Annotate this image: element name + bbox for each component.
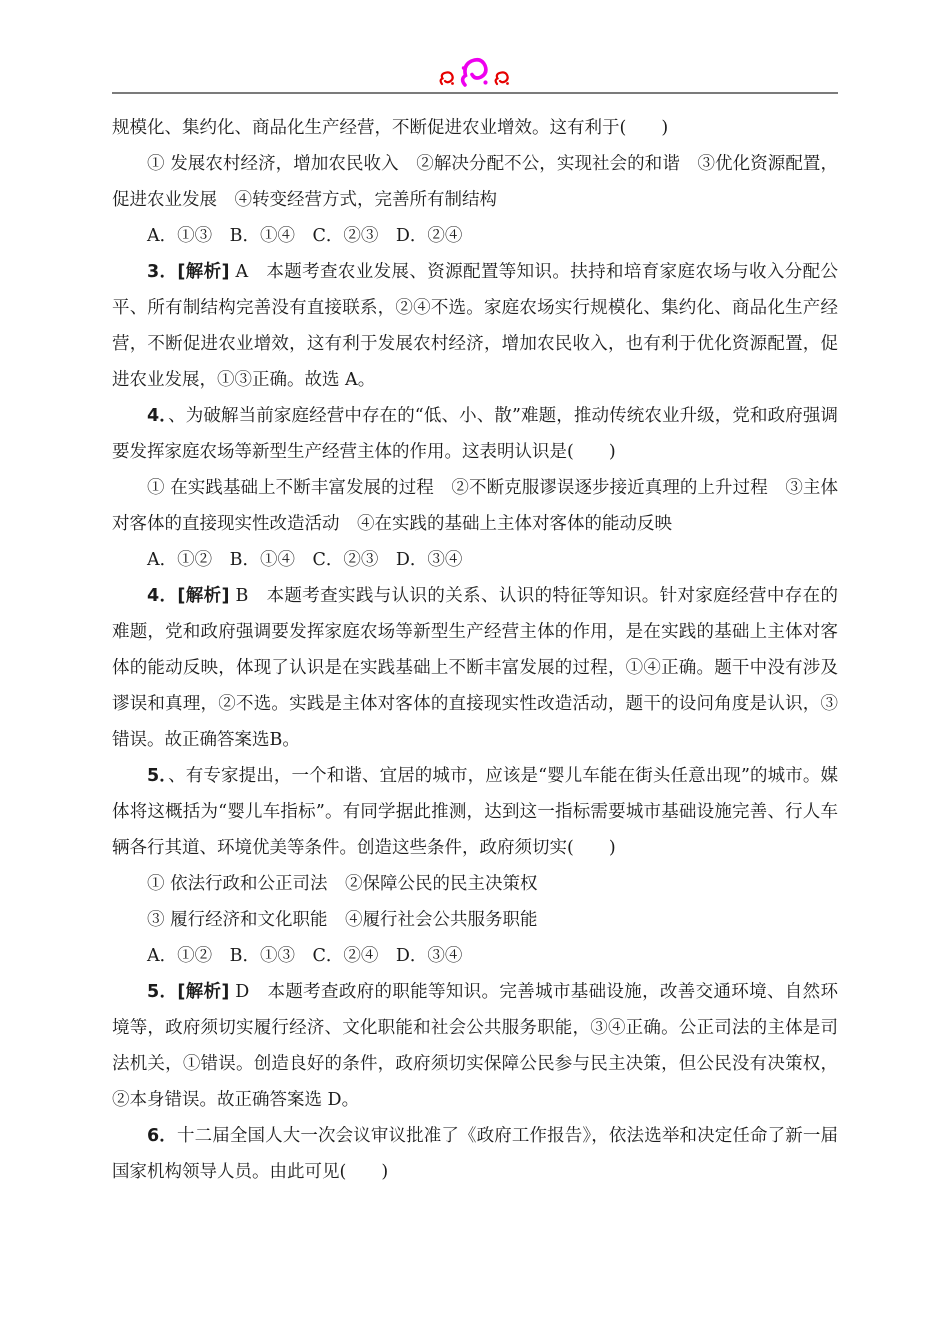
q5-options-line2 — [112, 902, 838, 938]
header-rule — [112, 92, 838, 94]
q5-analysis — [112, 974, 838, 1118]
answer-letter: B — [235, 586, 249, 606]
paragraph-text: ① 在实践基础上不断丰富发展的过程 ②不断克服谬误逐步接近真理的上升过程 ③主体对客体的直接现实性改造活动 ④在实践的基础上主体对客体的能动反映 — [112, 478, 838, 534]
paragraph-text: 本题考查政府的职能等知识。完善城市基础设施，改善交通环境、自然环境等，政府须切实履行经济、文化职能和社会公共服务职能，③④正确。公正司法的主体是司法机关，①错误。创造良好的条件，政府须切实保障公民参与民主决策，但公民没有决策权，②本身错误。故正确答案选 D。 — [112, 982, 838, 1110]
paragraph-text: 、有专家提出，一个和谐、宜居的城市，应该是“婴儿车能在街头任意出现”的城市。媒体将这概括为“婴儿车指标”。有同学据此推测，达到这一指标需要城市基础设施完善、行人车辆各行其道、环境优美等条件。创造这些条件，政府须切实( ) — [112, 766, 839, 858]
q6-stem — [112, 1118, 838, 1190]
paragraph-text: A．①② B．①③ C．②④ D．③④ — [147, 946, 463, 966]
paragraph-text: 、为破解当前家庭经营中存在的“低、小、散”难题，推动传统农业升级，党和政府强调要发挥家庭农场等新型生产经营主体的作用。这表明认识是( ) — [112, 406, 839, 462]
question-number: 5． — [147, 766, 169, 786]
paragraph-text: A．①② B．①④ C．②③ D．③④ — [147, 550, 463, 570]
question-number: 4． — [147, 406, 169, 426]
q5-choices — [112, 938, 838, 974]
paragraph-text: 本题考查实践与认识的关系、认识的特征等知识。针对家庭经营中存在的难题，党和政府强调要发挥家庭农场等新型生产经营主体的作用，是在实践的基础上主体对客体的能动反映，体现了认识是在实践基础上不断丰富发展的过程，①④正确。题干中没有涉及谬误和真理，②不选。实践是主体对客体的直接现实性改造活动，题干的设问角度是认识，③错误。故正确答案选B。 — [112, 586, 838, 750]
answer-letter: D — [235, 982, 250, 1002]
paragraph-text: ① 发展农村经济，增加农民收入 ②解决分配不公，实现社会的和谐 ③优化资源配置，促进农业发展 ④转变经营方式，完善所有制结构 — [112, 154, 838, 210]
paragraph-text: ① 依法行政和公正司法 ②保障公民的民主决策权 — [147, 874, 538, 894]
document-body — [112, 110, 838, 1190]
q3-analysis — [112, 254, 838, 398]
question-number: 6． — [147, 1126, 177, 1146]
q3-options — [112, 146, 838, 218]
paragraph-text: A．①③ B．①④ C．②③ D．②④ — [147, 226, 463, 246]
q3-stem-continuation — [112, 110, 838, 146]
analysis-tag: 4．[解析] — [147, 586, 230, 606]
answer-letter: A — [235, 262, 249, 282]
analysis-tag: 5．[解析] — [147, 982, 230, 1002]
paragraph-text: ③ 履行经济和文化职能 ④履行社会公共服务职能 — [147, 910, 538, 930]
q3-choices — [112, 218, 838, 254]
q4-stem — [112, 398, 838, 470]
triple-curl-flourish-icon — [439, 56, 511, 90]
paragraph-text: 规模化、集约化、商品化生产经营，不断促进农业增效。这有利于( ) — [112, 118, 669, 138]
q4-analysis — [112, 578, 838, 758]
page-header — [0, 0, 950, 94]
paragraph-text: 本题考查农业发展、资源配置等知识。扶持和培育家庭农场与收入分配公平、所有制结构完善没有直接联系，②④不选。家庭农场实行规模化、集约化、商品化生产经营，不断促进农业增效，这有利于发展农村经济，增加农民收入，也有利于优化资源配置，促进农业发展，①③正确。故选 A。 — [112, 262, 838, 390]
q5-stem — [112, 758, 838, 866]
q4-options — [112, 470, 838, 542]
paragraph-text: 十二届全国人大一次会议审议批准了《政府工作报告》，依法选举和决定任命了新一届国家机构领导人员。由此可见( ) — [112, 1126, 838, 1182]
q5-options-line1 — [112, 866, 838, 902]
decorative-flourish — [0, 54, 950, 90]
analysis-tag: 3．[解析] — [147, 262, 230, 282]
q4-choices — [112, 542, 838, 578]
